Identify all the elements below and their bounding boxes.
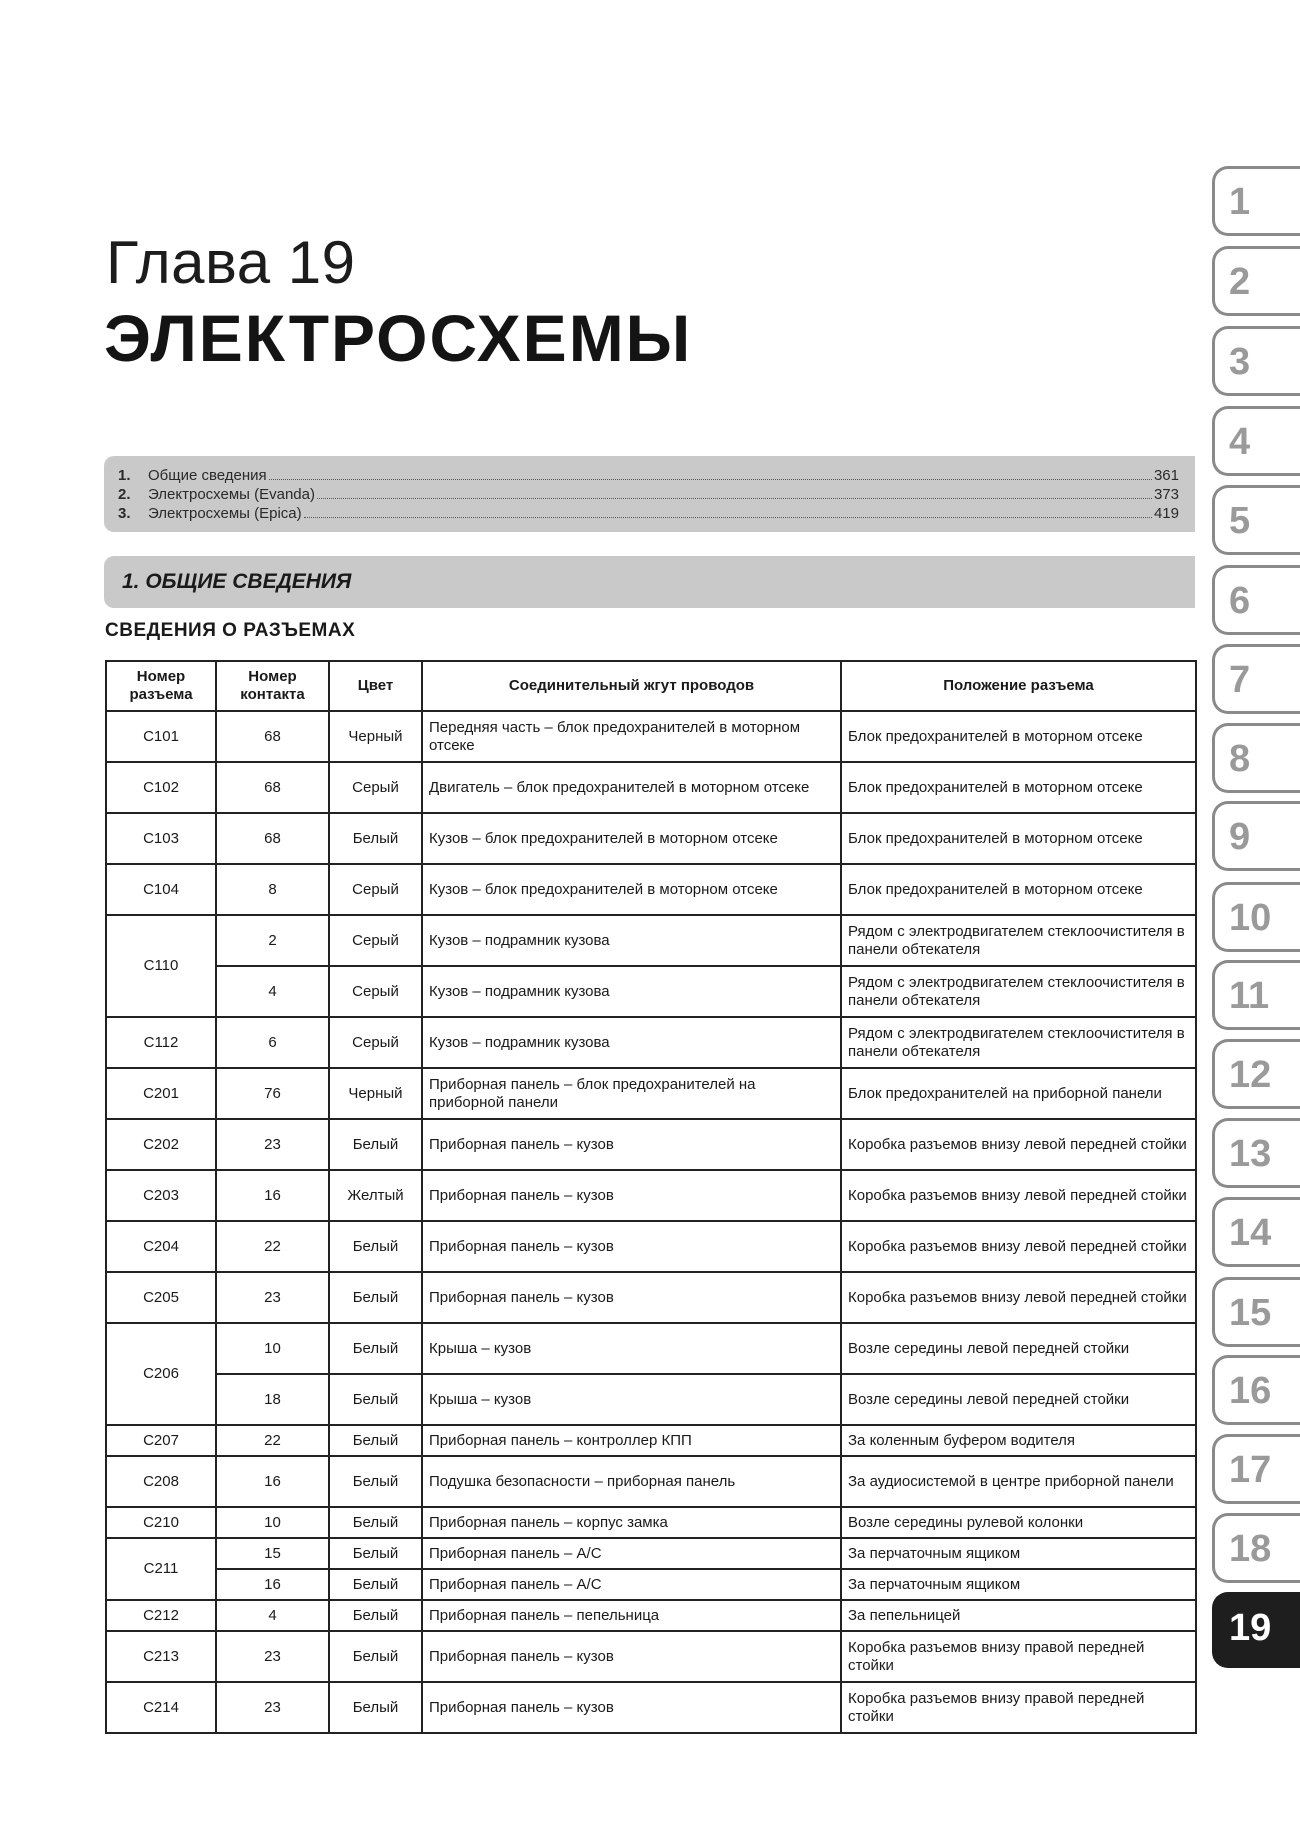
cell-pins: 4 <box>216 1600 329 1631</box>
column-header-location: Положение разъема <box>841 661 1196 711</box>
chapter-title: ЭЛЕКТРОСХЕМЫ <box>104 301 693 375</box>
cell-location: Коробка разъемов внизу левой передней стойки <box>841 1119 1196 1170</box>
cell-connector: C110 <box>106 915 216 1017</box>
toc-page: 373 <box>1153 486 1179 503</box>
cell-connector: C214 <box>106 1682 216 1733</box>
cell-harness: Крыша – кузов <box>422 1323 841 1374</box>
toc-title: Электросхемы (Evanda) <box>148 486 315 503</box>
table-of-contents <box>104 456 1195 532</box>
cell-harness: Приборная панель – кузов <box>422 1119 841 1170</box>
cell-location: Блок предохранителей в моторном отсеке <box>841 762 1196 813</box>
table-row <box>106 1600 1196 1631</box>
connector-table <box>105 660 1197 1734</box>
column-header-connector-number: Номер разъема <box>106 661 216 711</box>
cell-connector: C104 <box>106 864 216 915</box>
cell-color: Серый <box>329 915 422 966</box>
cell-harness: Подушка безопасности – приборная панель <box>422 1456 841 1507</box>
toc-entry[interactable] <box>118 486 1179 505</box>
chapter-tab-12[interactable]: 12 <box>1212 1039 1300 1109</box>
cell-harness: Приборная панель – кузов <box>422 1272 841 1323</box>
cell-location: Коробка разъемов внизу левой передней стойки <box>841 1272 1196 1323</box>
toc-page: 419 <box>1153 505 1179 522</box>
cell-harness: Кузов – подрамник кузова <box>422 915 841 966</box>
cell-location: Коробка разъемов внизу левой передней стойки <box>841 1221 1196 1272</box>
toc-page: 361 <box>1153 467 1179 484</box>
cell-color: Белый <box>329 1456 422 1507</box>
cell-pins: 68 <box>216 813 329 864</box>
cell-connector: C103 <box>106 813 216 864</box>
chapter-tab-3[interactable]: 3 <box>1212 326 1300 396</box>
cell-connector: C201 <box>106 1068 216 1119</box>
cell-color: Серый <box>329 966 422 1017</box>
section-header <box>104 556 1195 608</box>
cell-pins: 68 <box>216 762 329 813</box>
chapter-tab-6[interactable]: 6 <box>1212 565 1300 635</box>
cell-color: Серый <box>329 762 422 813</box>
cell-harness: Кузов – подрамник кузова <box>422 1017 841 1068</box>
table-row <box>106 1569 1196 1600</box>
chapter-tab-5[interactable]: 5 <box>1212 485 1300 555</box>
table-row <box>106 1323 1196 1374</box>
cell-location: Возле середины левой передней стойки <box>841 1323 1196 1374</box>
table-row <box>106 915 1196 966</box>
table-row <box>106 1374 1196 1425</box>
cell-location: Рядом с электродвигателем стеклоочистителя в панели обтекателя <box>841 1017 1196 1068</box>
table-row <box>106 711 1196 762</box>
table-row <box>106 1170 1196 1221</box>
chapter-tab-10[interactable]: 10 <box>1212 882 1300 952</box>
toc-entry[interactable] <box>118 467 1179 486</box>
table-row <box>106 1272 1196 1323</box>
cell-color: Белый <box>329 813 422 864</box>
cell-connector: C210 <box>106 1507 216 1538</box>
table-row <box>106 1507 1196 1538</box>
cell-connector: C102 <box>106 762 216 813</box>
cell-harness: Приборная панель – блок предохранителей на приборной панели <box>422 1068 841 1119</box>
toc-leader <box>317 498 1152 499</box>
table-row <box>106 1425 1196 1456</box>
table-row <box>106 1538 1196 1569</box>
column-header-pin-count: Номер контакта <box>216 661 329 711</box>
cell-pins: 16 <box>216 1170 329 1221</box>
cell-color: Белый <box>329 1425 422 1456</box>
cell-pins: 76 <box>216 1068 329 1119</box>
chapter-tab-4[interactable]: 4 <box>1212 406 1300 476</box>
cell-color: Серый <box>329 1017 422 1068</box>
chapter-tab-1[interactable]: 1 <box>1212 166 1300 236</box>
toc-leader <box>304 517 1152 518</box>
cell-color: Белый <box>329 1323 422 1374</box>
cell-color: Черный <box>329 711 422 762</box>
cell-color: Белый <box>329 1507 422 1538</box>
cell-pins: 23 <box>216 1631 329 1682</box>
table-row <box>106 1631 1196 1682</box>
cell-pins: 22 <box>216 1425 329 1456</box>
chapter-tabs <box>1212 0 1300 1839</box>
table-row <box>106 1119 1196 1170</box>
cell-location: Коробка разъемов внизу правой передней стойки <box>841 1682 1196 1733</box>
cell-pins: 10 <box>216 1323 329 1374</box>
cell-location: За коленным буфером водителя <box>841 1425 1196 1456</box>
cell-harness: Кузов – блок предохранителей в моторном отсеке <box>422 864 841 915</box>
cell-connector: C205 <box>106 1272 216 1323</box>
cell-harness: Крыша – кузов <box>422 1374 841 1425</box>
cell-location: Рядом с электродвигателем стеклоочистителя в панели обтекателя <box>841 915 1196 966</box>
cell-connector: C208 <box>106 1456 216 1507</box>
table-row <box>106 1017 1196 1068</box>
cell-location: За пепельницей <box>841 1600 1196 1631</box>
chapter-tab-16[interactable]: 16 <box>1212 1355 1300 1425</box>
cell-location: Блок предохранителей в моторном отсеке <box>841 813 1196 864</box>
cell-harness: Приборная панель – пепельница <box>422 1600 841 1631</box>
cell-connector: C112 <box>106 1017 216 1068</box>
toc-number: 3. <box>118 505 131 522</box>
cell-connector: C206 <box>106 1323 216 1425</box>
cell-location: За перчаточным ящиком <box>841 1538 1196 1569</box>
cell-connector: C212 <box>106 1600 216 1631</box>
cell-color: Желтый <box>329 1170 422 1221</box>
chapter-tab-11[interactable]: 11 <box>1212 960 1300 1030</box>
cell-pins: 16 <box>216 1569 329 1600</box>
chapter-tab-7[interactable]: 7 <box>1212 644 1300 714</box>
cell-harness: Приборная панель – A/C <box>422 1538 841 1569</box>
cell-color: Черный <box>329 1068 422 1119</box>
cell-color: Белый <box>329 1631 422 1682</box>
cell-pins: 18 <box>216 1374 329 1425</box>
chapter-tab-8[interactable]: 8 <box>1212 723 1300 793</box>
chapter-tab-13[interactable]: 13 <box>1212 1118 1300 1188</box>
cell-pins: 10 <box>216 1507 329 1538</box>
column-header-color: Цвет <box>329 661 422 711</box>
cell-connector: C101 <box>106 711 216 762</box>
cell-pins: 6 <box>216 1017 329 1068</box>
chapter-tab-18[interactable]: 18 <box>1212 1513 1300 1583</box>
table-row <box>106 762 1196 813</box>
chapter-tab-17[interactable]: 17 <box>1212 1434 1300 1504</box>
chapter-tab-9[interactable]: 9 <box>1212 801 1300 871</box>
cell-harness: Приборная панель – кузов <box>422 1682 841 1733</box>
table-row <box>106 966 1196 1017</box>
cell-connector: C211 <box>106 1538 216 1600</box>
cell-location: Рядом с электродвигателем стеклоочистителя в панели обтекателя <box>841 966 1196 1017</box>
cell-color: Белый <box>329 1374 422 1425</box>
cell-harness: Приборная панель – кузов <box>422 1170 841 1221</box>
toc-title: Общие сведения <box>148 467 267 484</box>
table-heading: СВЕДЕНИЯ О РАЗЪЕМАХ <box>105 620 356 641</box>
section-title: 1. ОБЩИЕ СВЕДЕНИЯ <box>122 570 352 593</box>
chapter-tab-2[interactable]: 2 <box>1212 246 1300 316</box>
cell-location: Возле середины рулевой колонки <box>841 1507 1196 1538</box>
cell-location: Блок предохранителей в моторном отсеке <box>841 864 1196 915</box>
cell-location: За перчаточным ящиком <box>841 1569 1196 1600</box>
cell-color: Белый <box>329 1272 422 1323</box>
cell-color: Серый <box>329 864 422 915</box>
cell-pins: 23 <box>216 1682 329 1733</box>
cell-color: Белый <box>329 1538 422 1569</box>
cell-pins: 8 <box>216 864 329 915</box>
chapter-tab-15[interactable]: 15 <box>1212 1277 1300 1347</box>
cell-color: Белый <box>329 1600 422 1631</box>
column-header-harness: Соединительный жгут проводов <box>422 661 841 711</box>
cell-pins: 4 <box>216 966 329 1017</box>
cell-connector: C202 <box>106 1119 216 1170</box>
table-row <box>106 813 1196 864</box>
cell-harness: Передняя часть – блок предохранителей в моторном отсеке <box>422 711 841 762</box>
cell-pins: 15 <box>216 1538 329 1569</box>
cell-location: Коробка разъемов внизу правой передней стойки <box>841 1631 1196 1682</box>
table-row <box>106 1682 1196 1733</box>
toc-number: 2. <box>118 486 131 503</box>
cell-connector: C204 <box>106 1221 216 1272</box>
chapter-tab-14[interactable]: 14 <box>1212 1197 1300 1267</box>
cell-pins: 22 <box>216 1221 329 1272</box>
cell-connector: C207 <box>106 1425 216 1456</box>
toc-title: Электросхемы (Epica) <box>148 505 302 522</box>
cell-color: Белый <box>329 1569 422 1600</box>
cell-pins: 68 <box>216 711 329 762</box>
table-row <box>106 1221 1196 1272</box>
chapter-label: Глава 19 <box>106 229 356 296</box>
cell-color: Белый <box>329 1119 422 1170</box>
cell-pins: 23 <box>216 1272 329 1323</box>
table-row <box>106 864 1196 915</box>
cell-pins: 2 <box>216 915 329 966</box>
cell-connector: C213 <box>106 1631 216 1682</box>
chapter-tab-19-active[interactable]: 19 <box>1212 1592 1300 1668</box>
table-row <box>106 1068 1196 1119</box>
cell-location: Блок предохранителей в моторном отсеке <box>841 711 1196 762</box>
cell-harness: Кузов – блок предохранителей в моторном отсеке <box>422 813 841 864</box>
cell-location: Коробка разъемов внизу левой передней стойки <box>841 1170 1196 1221</box>
cell-harness: Приборная панель – A/C <box>422 1569 841 1600</box>
cell-connector: C203 <box>106 1170 216 1221</box>
cell-harness: Приборная панель – контроллер КПП <box>422 1425 841 1456</box>
cell-color: Белый <box>329 1682 422 1733</box>
cell-harness: Приборная панель – кузов <box>422 1631 841 1682</box>
table-header-row <box>106 661 1196 711</box>
cell-location: За аудиосистемой в центре приборной панели <box>841 1456 1196 1507</box>
cell-pins: 16 <box>216 1456 329 1507</box>
toc-number: 1. <box>118 467 131 484</box>
cell-location: Возле середины левой передней стойки <box>841 1374 1196 1425</box>
cell-pins: 23 <box>216 1119 329 1170</box>
cell-harness: Приборная панель – кузов <box>422 1221 841 1272</box>
cell-color: Белый <box>329 1221 422 1272</box>
cell-harness: Кузов – подрамник кузова <box>422 966 841 1017</box>
toc-leader <box>269 479 1152 480</box>
cell-harness: Приборная панель – корпус замка <box>422 1507 841 1538</box>
toc-entry[interactable] <box>118 505 1179 524</box>
cell-harness: Двигатель – блок предохранителей в моторном отсеке <box>422 762 841 813</box>
table-row <box>106 1456 1196 1507</box>
cell-location: Блок предохранителей на приборной панели <box>841 1068 1196 1119</box>
